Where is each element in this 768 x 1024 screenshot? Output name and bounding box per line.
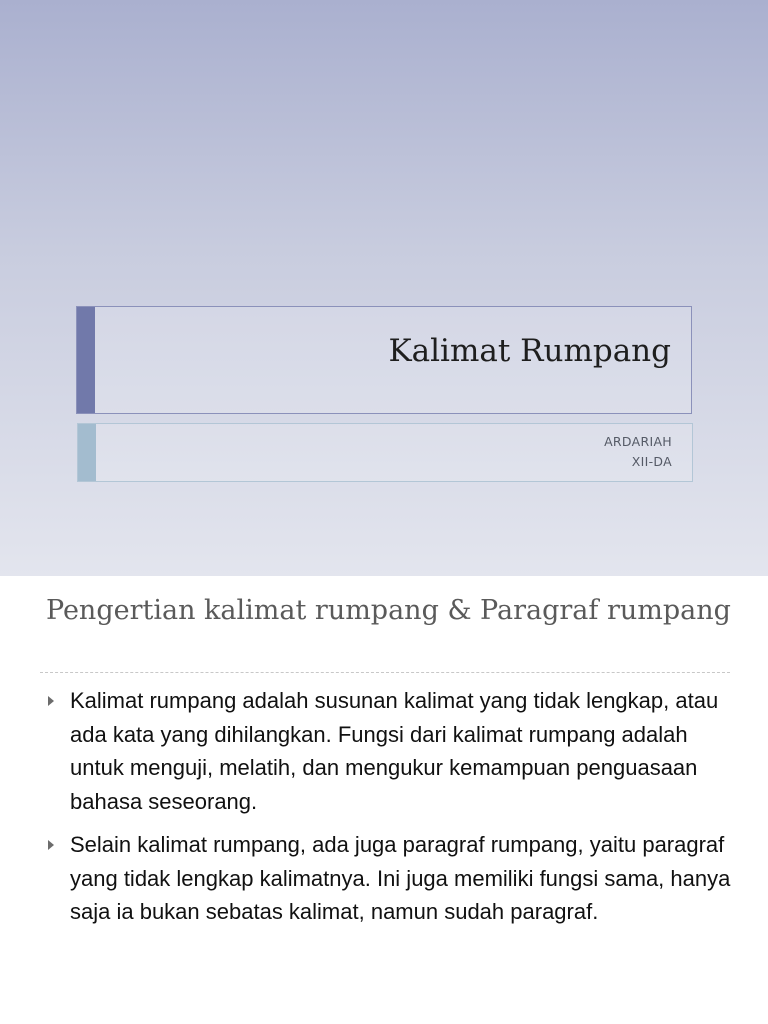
slide-title: Kalimat Rumpang bbox=[388, 333, 671, 369]
list-item bbox=[46, 828, 736, 929]
bullet-text: Kalimat rumpang adalah susunan kalimat yang tidak lengkap, atau ada kata yang dihilangkan. Fungsi dari kalimat rumpang adalah untuk menguji, melatih, dan mengukur kemampuan penguasaan bahasa seseorang. bbox=[70, 688, 719, 814]
title-accent-bar bbox=[77, 307, 95, 413]
slide-subtitle bbox=[604, 432, 672, 472]
heading-divider bbox=[40, 672, 730, 673]
class-name: XII-DA bbox=[631, 454, 672, 469]
author-name: ARDARIAH bbox=[604, 434, 672, 449]
triangle-right-icon bbox=[48, 840, 54, 850]
slide-heading: Pengertian kalimat rumpang & Paragraf rumpang bbox=[46, 595, 731, 626]
bullet-text: Selain kalimat rumpang, ada juga paragraf rumpang, yaitu paragraf yang tidak lengkap kalimatnya. Ini juga memiliki fungsi sama, hanya saja ia bukan sebatas kalimat, namun sudah paragraf. bbox=[70, 832, 731, 924]
subtitle-accent-bar bbox=[78, 424, 96, 481]
content-slide bbox=[0, 576, 768, 1024]
list-item bbox=[46, 684, 736, 818]
subtitle-box bbox=[77, 423, 693, 482]
triangle-right-icon bbox=[48, 696, 54, 706]
bullet-list bbox=[46, 684, 736, 939]
title-box bbox=[76, 306, 692, 414]
